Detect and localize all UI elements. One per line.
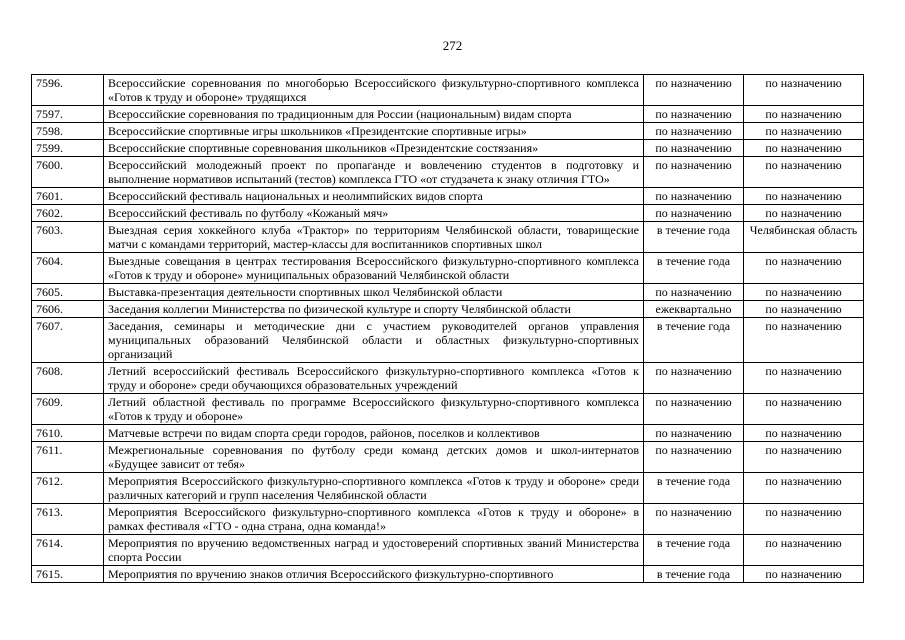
table-row: [32, 157, 864, 188]
event-place: по назначению: [744, 75, 864, 106]
row-number: 7599.: [32, 140, 104, 157]
event-date: по назначению: [644, 140, 744, 157]
event-date: в течение года: [644, 253, 744, 284]
table-row: [32, 504, 864, 535]
event-name: Матчевые встречи по видам спорта среди городов, районов, поселков и коллективов: [104, 425, 644, 442]
table-row: [32, 140, 864, 157]
event-name: Всероссийский фестиваль национальных и неолимпийских видов спорта: [104, 188, 644, 205]
event-name: Мероприятия по вручению ведомственных наград и удостоверений спортивных званий Министерства спорта России: [104, 535, 644, 566]
row-number: 7613.: [32, 504, 104, 535]
event-place: по назначению: [744, 301, 864, 318]
event-name: Межрегиональные соревнования по футболу среди команд детских домов и школ-интернатов «Будущее зависит от тебя»: [104, 442, 644, 473]
event-name: Выставка-презентация деятельности спортивных школ Челябинской области: [104, 284, 644, 301]
table-row: [32, 188, 864, 205]
event-place: по назначению: [744, 318, 864, 363]
table-row: [32, 425, 864, 442]
event-date: по назначению: [644, 504, 744, 535]
row-number: 7603.: [32, 222, 104, 253]
event-name: Заседания коллегии Министерства по физической культуре и спорту Челябинской области: [104, 301, 644, 318]
row-number: 7600.: [32, 157, 104, 188]
row-number: 7598.: [32, 123, 104, 140]
event-date: ежеквартально: [644, 301, 744, 318]
row-number: 7609.: [32, 394, 104, 425]
row-number: 7612.: [32, 473, 104, 504]
event-place: по назначению: [744, 535, 864, 566]
event-name: Всероссийские спортивные игры школьников «Президентские спортивные игры»: [104, 123, 644, 140]
row-number: 7605.: [32, 284, 104, 301]
event-date: по назначению: [644, 442, 744, 473]
event-name: Мероприятия по вручению знаков отличия Всероссийского физкультурно-спортивного: [104, 566, 644, 583]
table-row: [32, 442, 864, 473]
event-date: по назначению: [644, 106, 744, 123]
event-date: в течение года: [644, 222, 744, 253]
event-name: Всероссийские соревнования по традиционным для России (национальным) видам спорта: [104, 106, 644, 123]
event-place: по назначению: [744, 566, 864, 583]
event-place: по назначению: [744, 425, 864, 442]
event-name: Заседания, семинары и методические дни с участием руководителей органов управления муниципальных образований Челябинской области и областных физкультурно-спортивных организаций: [104, 318, 644, 363]
row-number: 7596.: [32, 75, 104, 106]
event-date: по назначению: [644, 363, 744, 394]
row-number: 7601.: [32, 188, 104, 205]
row-number: 7615.: [32, 566, 104, 583]
table-row: [32, 75, 864, 106]
table-row: [32, 106, 864, 123]
table-row: [32, 253, 864, 284]
page-number: 272: [442, 38, 463, 53]
row-number: 7614.: [32, 535, 104, 566]
table-row: [32, 535, 864, 566]
event-place: по назначению: [744, 140, 864, 157]
event-place: по назначению: [744, 157, 864, 188]
event-place: по назначению: [744, 504, 864, 535]
row-number: 7607.: [32, 318, 104, 363]
table-row: [32, 394, 864, 425]
event-date: в течение года: [644, 473, 744, 504]
event-place: по назначению: [744, 473, 864, 504]
event-date: по назначению: [644, 75, 744, 106]
row-number: 7610.: [32, 425, 104, 442]
row-number: 7597.: [32, 106, 104, 123]
event-name: Всероссийские соревнования по многоборью Всероссийского физкультурно-спортивного комплекса «Готов к труду и обороне» трудящихся: [104, 75, 644, 106]
event-date: по назначению: [644, 157, 744, 188]
event-date: в течение года: [644, 566, 744, 583]
table-row: [32, 473, 864, 504]
event-place: по назначению: [744, 253, 864, 284]
event-place: по назначению: [744, 442, 864, 473]
row-number: 7606.: [32, 301, 104, 318]
event-place: по назначению: [744, 106, 864, 123]
events-table: [31, 74, 864, 583]
event-name: Мероприятия Всероссийского физкультурно-спортивного комплекса «Готов к труду и обороне» среди различных категорий и групп населения Челябинской области: [104, 473, 644, 504]
event-place: по назначению: [744, 205, 864, 222]
event-name: Выездные совещания в центрах тестирования Всероссийского физкультурно-спортивного комплекса «Готов к труду и обороне» муниципальных образований Челябинской области: [104, 253, 644, 284]
event-place: Челябинская область: [744, 222, 864, 253]
event-date: по назначению: [644, 284, 744, 301]
event-date: по назначению: [644, 188, 744, 205]
event-place: по назначению: [744, 123, 864, 140]
row-number: 7604.: [32, 253, 104, 284]
event-name: Всероссийский молодежный проект по пропаганде и вовлечению студентов в подготовку и выполнение нормативов испытаний (тестов) комплекса ГТО «от студзачета к знаку отличия ГТО»: [104, 157, 644, 188]
table-row: [32, 222, 864, 253]
event-date: в течение года: [644, 318, 744, 363]
event-date: в течение года: [644, 535, 744, 566]
event-place: по назначению: [744, 394, 864, 425]
event-date: по назначению: [644, 123, 744, 140]
event-name: Летний всероссийский фестиваль Всероссийского физкультурно-спортивного комплекса «Готов к труду и обороне» среди обучающихся образовательных учреждений: [104, 363, 644, 394]
event-date: по назначению: [644, 425, 744, 442]
table-row: [32, 205, 864, 222]
table-body: [32, 75, 864, 583]
table-row: [32, 123, 864, 140]
event-place: по назначению: [744, 284, 864, 301]
event-date: по назначению: [644, 394, 744, 425]
event-place: по назначению: [744, 188, 864, 205]
table-row: [32, 284, 864, 301]
table-row: [32, 301, 864, 318]
event-date: по назначению: [644, 205, 744, 222]
event-name: Выездная серия хоккейного клуба «Трактор» по территориям Челябинской области, товарищеские матчи с командами территорий, мастер-классы для воспитанников спортивных школ: [104, 222, 644, 253]
row-number: 7602.: [32, 205, 104, 222]
event-name: Летний областной фестиваль по программе Всероссийского физкультурно-спортивного комплекса «Готов к труду и обороне»: [104, 394, 644, 425]
event-name: Мероприятия Всероссийского физкультурно-спортивного комплекса «Готов к труду и обороне» в рамках фестиваля «ГТО - одна страна, одна команда!»: [104, 504, 644, 535]
table-row: [32, 363, 864, 394]
event-name: Всероссийский фестиваль по футболу «Кожаный мяч»: [104, 205, 644, 222]
row-number: 7608.: [32, 363, 104, 394]
event-name: Всероссийские спортивные соревнования школьников «Президентские состязания»: [104, 140, 644, 157]
table-row: [32, 566, 864, 583]
event-place: по назначению: [744, 363, 864, 394]
row-number: 7611.: [32, 442, 104, 473]
table-row: [32, 318, 864, 363]
